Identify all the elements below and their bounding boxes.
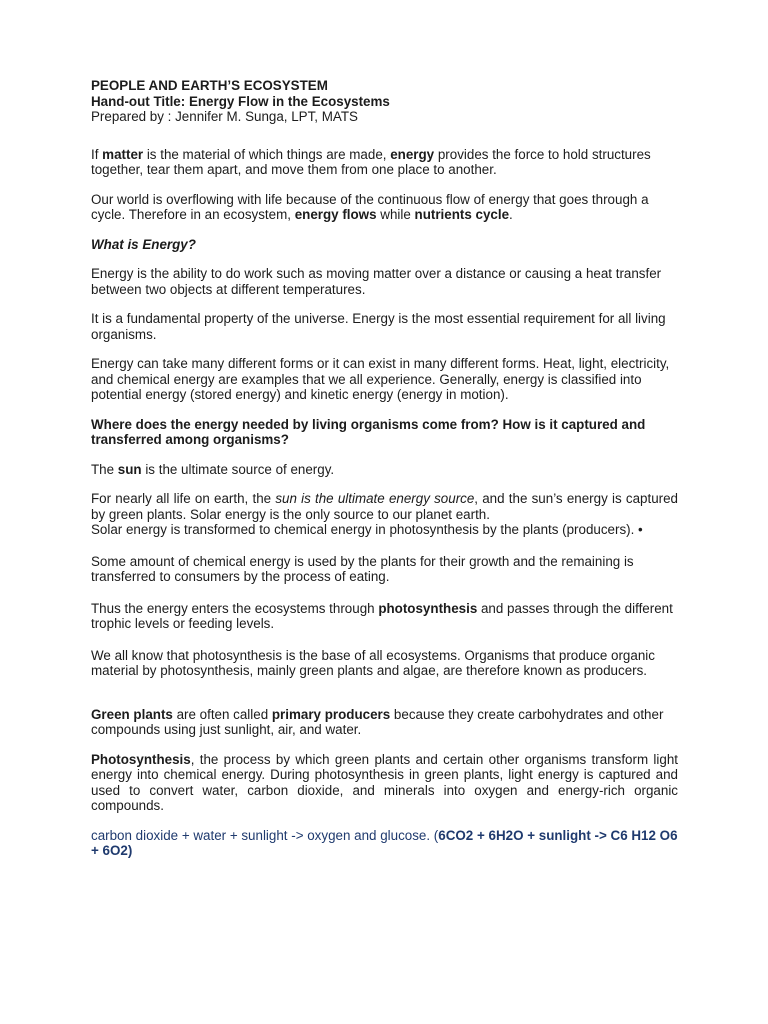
paragraph-producers: We all know that photosynthesis is the base of all ecosystems. Organisms that produce organic material by photosynthesis, mainly green plants and algae, are therefore known as producers. xyxy=(91,647,655,678)
paragraph-energy-forms: Energy can take many different forms or it can exist in many different forms. Heat, light, electricity, and chemical energy are examples that we all experience. Generally, energy is classified into potential energy (stored energy) and kinetic energy (energy in motion). xyxy=(91,356,670,402)
paragraph-energy-definition: Energy is the ability to do work such as moving matter over a distance or causing a heat transfer between two objects at different temperatures. xyxy=(91,266,662,297)
paragraph-energy-flow: Our world is overflowing with life because of the continuous flow of energy that goes through a cycle. Therefore in an ecosystem, energy flows while nutrients cycle. xyxy=(91,191,649,222)
paragraph-photosynthesis-entry: Thus the energy enters the ecosystems through photosynthesis and passes through the different trophic levels or feeding levels. xyxy=(91,600,673,631)
course-title: PEOPLE AND EARTH’S ECOSYSTEM xyxy=(91,78,328,93)
handout-title: Hand-out Title: Energy Flow in the Ecosystems xyxy=(91,93,390,109)
paragraph-solar-energy: For nearly all life on earth, the sun is the ultimate energy source, and the sun’s energy is captured by green plants. Solar energy is the only source to our planet earth. Solar energy is transformed to chemical energy in photosynthesis by the plants (producers). • xyxy=(91,491,678,537)
paragraph-fundamental-property: It is a fundamental property of the universe. Energy is the most essential requirement for all living organisms. xyxy=(91,311,666,342)
photosynthesis-formula: carbon dioxide + water + sunlight -> oxygen and glucose. (6CO2 + 6H2O + sunlight -> C6 H12 O6 + 6O2) xyxy=(91,827,678,858)
paragraph-photosynthesis-definition: Photosynthesis, the process by which green plants and certain other organisms transform light energy into chemical energy. During photosynthesis in green plants, light energy is captured and used to convert water, carbon dioxide, and minerals into oxygen and energy-rich organic compounds. xyxy=(91,751,678,813)
document-header xyxy=(91,78,678,125)
paragraph-sun-source: The sun is the ultimate source of energy. xyxy=(91,461,335,477)
heading-what-is-energy: What is Energy? xyxy=(91,236,196,252)
paragraph-matter-energy: If matter is the material of which things are made, energy provides the force to hold structures together, tear them apart, and move them from one place to another. xyxy=(91,146,651,177)
paragraph-chemical-energy: Some amount of chemical energy is used by the plants for their growth and the remaining is transferred to consumers by the process of eating. xyxy=(91,553,634,584)
handout-page xyxy=(91,78,678,859)
paragraph-green-plants: Green plants are often called primary producers because they create carbohydrates and other compounds using just sunlight, air, and water. xyxy=(91,706,664,737)
heading-where-energy: Where does the energy needed by living organisms come from? How is it captured and transferred among organisms? xyxy=(91,416,646,447)
prepared-by: Prepared by : Jennifer M. Sunga, LPT, MATS xyxy=(91,109,358,124)
